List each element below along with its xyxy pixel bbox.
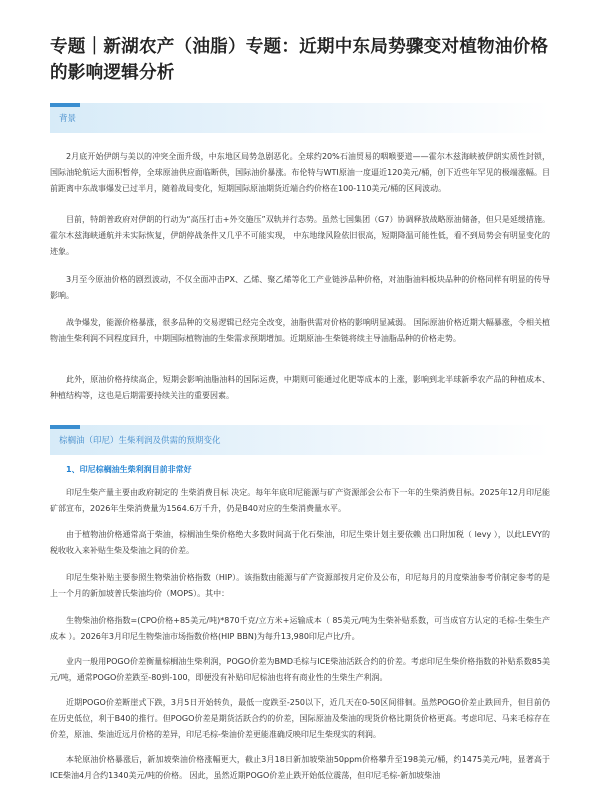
section-label: 背景 (59, 114, 77, 124)
paragraph: 由于植物油价格通常高于柴油，棕榈油生柴价格绝大多数时间高于化石柴油，印尼生柴计划主要依赖 出口附加税（ levy ），以此LEVY的税收收入来补贴生柴及柴油之间的价差。 (50, 530, 550, 555)
paragraph: 3月至今原油价格的剧烈波动，不仅全面冲击PX、乙烯、聚乙烯等化工产业链涉品种价格，对油脂油料板块品种的价格同样有明显的传导影响。 (50, 275, 550, 300)
paragraph: 2月底开始伊朗与美以的冲突全面升级，中东地区局势急剧恶化。全球约20%石油贸易的咽喉要道——霍尔木兹海峡被伊朗实质性封锁，国际油轮航运大面积暂停，全球原油供应面临断供，国际油价暴涨。布伦特与WTI原油一度逼近120美元/桶，创下近些年罕见的极端涨幅。目前距离中东战事爆发已过半月，随着战局变化，短期国际原油期货近端合约价格在100-110美元/桶的区间波动。 (50, 152, 550, 193)
section-header-background (50, 103, 550, 133)
paragraph: 近期POGO价差断崖式下跌，3月5日开始转负，最低一度跌至-250以下，近几天在0-50区间徘徊。虽然POGO价差止跌回升，但目前仍在历史低位，利于B40的推行。但POGO价差是期货活跃合约的价差，国际原油及柴油的现货价格比期货价格更高。考虑印尼、马来毛棕存在价差，原油、柴油近远月价格的差异，印尼毛棕-柴油价差更能准确反映印尼生柴现实的利润。 (50, 698, 550, 739)
paragraph: 此外，原油价格持续高企，短期会影响油脂油料的国际运费，中期则可能通过化肥等成本的上涨，影响到北半球新季农产品的种植成本、种植结构等，这也是后期需要持续关注的重要因素。 (50, 375, 550, 400)
paragraph: 业内一般用POGO价差衡量棕榈油生柴利润，POGO价差为BMD毛棕与ICE柴油活跃合约的价差。考虑印尼生柴价格指数的补贴系数85美元/吨，通常POGO价差跌至-80到-100，即便没有补贴印尼棕油也将有商业性的生柴生产利润。 (50, 657, 550, 682)
paragraph: 战争爆发，能源价格暴涨，很多品种的交易逻辑已经完全改变，油脂供需对价格的影响明显减弱。 国际原油价格近期大幅暴涨，令相关植物油生柴利润不同程度回升，中期国际植物油的生柴需求预期增加。近期原油-生柴链将续主导油脂品种的价格走势。 (50, 318, 550, 343)
section-accent-bar (50, 425, 80, 429)
section-accent-bar (50, 103, 80, 107)
paragraph: 目前，特朗普政府对伊朗的行动为“高压打击+外交施压”双轨并行态势。虽然七国集团（G7）协调释放战略原油储备，但只是延缓措施。霍尔木兹海峡通航并未实际恢复，伊朗停战条件又几乎不可能实现， 中东地缘风险依旧很高，短期降温可能性低，看不到局势会有明显变化的迹象。 (50, 215, 550, 256)
paragraph: 印尼生柴产量主要由政府制定的 生柴消费目标 决定。每年年底印尼能源与矿产资源部会公布下一年的生柴消费目标。2025年12月印尼能矿部宣布，2026年生柴消费量为1564.6万千升，仍是B40对应的生柴消费量水平。 (50, 488, 550, 513)
section-label: 棕榈油（印尼）生柴利润及供需的预期变化 (59, 436, 221, 446)
paragraph: 本轮原油价格暴涨后，新加坡柴油价格涨幅更大，截止3月18日新加坡柴油50ppm价格攀升至198美元/桶，约1475美元/吨，显著高于ICE柴油4月合约1340美元/吨的价格。 因此，虽然近期POGO价差止跌开始低位震荡，但印尼毛棕-新加坡柴油 (50, 755, 550, 780)
page-title: 专题｜新湖农产（油脂）专题：近期中东局势骤变对植物油价格的影响逻辑分析 (50, 37, 549, 83)
paragraph: 印尼生柴补贴主要参照生物柴油价格指数（HIP）。该指数由能源与矿产资源部按月定价及公布，印尼每月的月度柴油参考价制定参考的是上一个月的新加坡普氏柴油均价（MOPS）。其中： (50, 573, 550, 598)
subheading: 1、印尼棕榈油生柴利润目前非常好 (66, 465, 192, 474)
section-header-background (50, 425, 550, 455)
paragraph: 生物柴油价格指数=(CPO价格+85美元/吨)*870千克/立方米+运输成本（ 85美元/吨为生柴补贴系数，可当成官方认定的毛棕-生柴生产成本 ）。2026年3月印尼生物柴油市场指数价格(HIP BBN)为每升13,980印尼卢比/升。 (50, 616, 550, 641)
